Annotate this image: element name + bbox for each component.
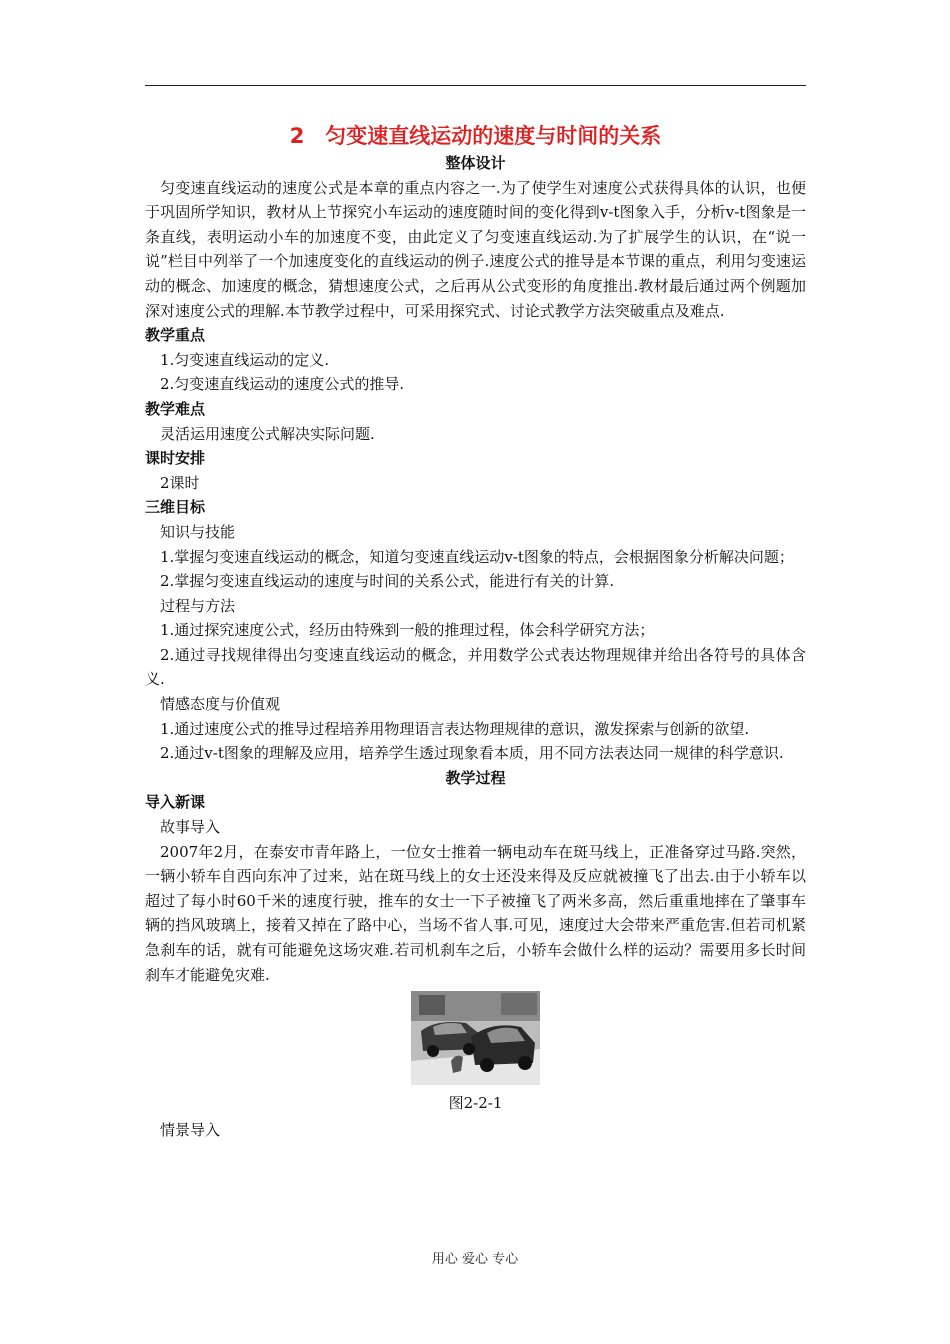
story-heading: 故事导入 bbox=[160, 818, 221, 837]
teaching-process-heading: 教学过程 bbox=[445, 768, 506, 787]
figure-caption: 图2-2-1 bbox=[448, 1094, 503, 1113]
knowledge-item: 2.掌握匀变速直线运动的速度与时间的关系公式，能进行有关的计算. bbox=[160, 572, 615, 591]
accident-photo bbox=[411, 991, 540, 1085]
knowledge-heading: 知识与技能 bbox=[160, 522, 236, 541]
difficulties-heading: 教学难点 bbox=[145, 399, 206, 418]
key-point-item: 1.匀变速直线运动的定义. bbox=[160, 350, 330, 369]
schedule-text: 2课时 bbox=[160, 473, 200, 492]
objectives-heading: 三维目标 bbox=[145, 498, 206, 517]
key-point-item: 2.匀变速直线运动的速度公式的推导. bbox=[160, 375, 405, 394]
story-paragraph: 2007年2月，在泰安市青年路上，一位女士推着一辆电动车在斑马线上，正准备穿过马路.突然，一辆小轿车自西向东冲了过来，站在斑马线上的女士还没来得及反应就被撞飞了出去.由于小轿车以超过了每小时60千米的速度行驶，推车的女士一下子被撞飞了两米多高，然后重重地摔在了肇事车辆的挡风玻璃上，接着又掉在了路中心，当场不省人事.可见，速度过大会带来严重危害.但若司机紧急刹车的话，就有可能避免这场灾难.若司机刹车之后，小轿车会做什么样的运动？需要用多长时间刹车才能避免灾难. bbox=[145, 842, 806, 984]
process-method-heading: 过程与方法 bbox=[160, 596, 236, 615]
intro-heading: 导入新课 bbox=[145, 793, 206, 812]
header-rule bbox=[145, 85, 806, 86]
attitude-item: 2.通过v-t图象的理解及应用，培养学生透过现象看本质，用不同方法表达同一规律的科学意识. bbox=[160, 744, 784, 763]
document-page bbox=[145, 121, 806, 1142]
overall-design-heading: 整体设计 bbox=[445, 154, 506, 172]
key-points-heading: 教学重点 bbox=[145, 326, 206, 345]
document-title: 2 匀变速直线运动的速度与时间的关系 bbox=[289, 124, 662, 148]
schedule-heading: 课时安排 bbox=[145, 449, 206, 468]
process-method-item: 2.通过寻找规律得出匀变速直线运动的概念，并用数学公式表达物理规律并给出各符号的具体含义. bbox=[145, 645, 806, 689]
page-footer: 用心 爱心 专心 bbox=[431, 1252, 519, 1267]
knowledge-item: 1.掌握匀变速直线运动的概念，知道匀变速直线运动v-t图象的特点，会根据图象分析解决问题； bbox=[160, 547, 794, 566]
difficulties-text: 灵活运用速度公式解决实际问题. bbox=[160, 424, 375, 443]
attitude-item: 1.通过速度公式的推导过程培养用物理语言表达物理规律的意识，激发探索与创新的欲望. bbox=[160, 719, 750, 738]
scene-heading: 情景导入 bbox=[160, 1120, 221, 1139]
attitude-heading: 情感态度与价值观 bbox=[160, 695, 281, 714]
process-method-item: 1.通过探究速度公式，经历由特殊到一般的推理过程，体会科学研究方法； bbox=[160, 621, 655, 640]
overall-design-paragraph: 匀变速直线运动的速度公式是本章的重点内容之一.为了使学生对速度公式获得具体的认识，也便于巩固所学知识，教材从上节探究小车运动的速度随时间的变化得到v-t图象入手，分析v-t图象是一条直线，表明运动小车的加速度不变，由此定义了匀变速直线运动.为了扩展学生的认识，在“说一说”栏目中列举了一个加速度变化的直线运动的例子.速度公式的推导是本节课的重点，利用匀变速运动的概念、加速度的概念，猜想速度公式，之后再从公式变形的角度推出.教材最后通过两个例题加深对速度公式的理解.本节教学过程中，可采用探究式、讨论式教学方法突破重点及难点. bbox=[145, 178, 806, 320]
